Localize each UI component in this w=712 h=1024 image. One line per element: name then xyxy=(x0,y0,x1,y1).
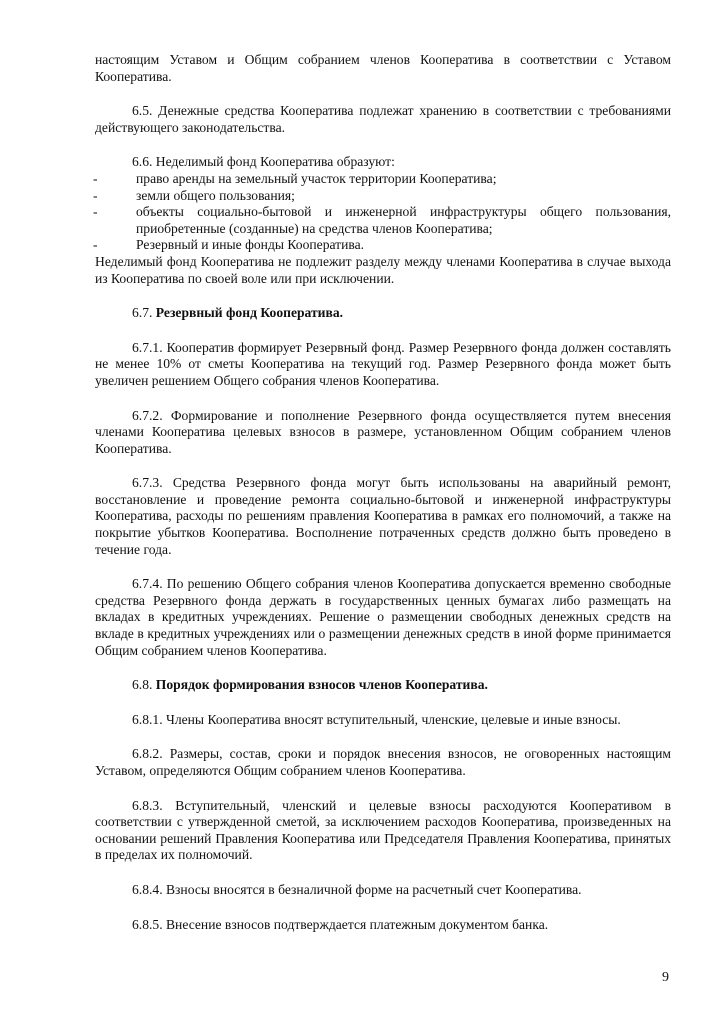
paragraph-6-7-2: 6.7.2. Формирование и пополнение Резервного фонда осуществляется путем внесения членами Кооператива целевых взносов в размере, установленном Общим собранием членов Кооператива. xyxy=(95,407,671,456)
indivisible-fund-list xyxy=(95,171,671,254)
paragraph-6-6-tail: Неделимый фонд Кооператива не подлежит разделу между членами Кооператива в случае выхода из Кооператива по своей воле или при исключении. xyxy=(95,253,671,286)
heading-6-7 xyxy=(95,305,671,322)
list-item xyxy=(95,204,671,237)
list-item-text: земли общего пользования; xyxy=(136,187,295,203)
paragraph-6-8-5: 6.8.5. Внесение взносов подтверждается платежным документом банка. xyxy=(132,916,549,932)
document-body xyxy=(95,52,671,933)
list-item-text: объекты социально-бытовой и инженерной инфраструктуры общего пользования, приобретенные (созданные) на средства членов Кооператива; xyxy=(136,204,671,236)
list-dash: - xyxy=(93,187,98,203)
paragraph-6-8-4: 6.8.4. Взносы вносятся в безналичной форме на расчетный счет Кооператива. xyxy=(132,881,582,897)
heading-6-8-number: 6.8. xyxy=(132,677,153,693)
page-number: 9 xyxy=(662,970,669,985)
heading-6-7-number: 6.7. xyxy=(132,305,153,321)
list-dash: - xyxy=(93,237,98,253)
paragraph-6-5: 6.5. Денежные средства Кооператива подлежат хранению в соответствии с требованиями действующего законодательства. xyxy=(95,103,671,135)
list-dash: - xyxy=(93,204,98,220)
list-item xyxy=(95,171,671,188)
paragraph-6-8-3: 6.8.3. Вступительный, членский и целевые взносы расходуются Кооперативом в соответствии с утвержденной сметой, за исключением расходов Кооператива, произведенных на основании решений Правления Кооператива или Председателя Правления Кооператива, принятых в пределах их полномочий. xyxy=(95,797,671,863)
heading-6-8-title: Порядок формирования взносов членов Кооператива. xyxy=(155,677,488,693)
heading-6-7-title: Резервный фонд Кооператива. xyxy=(155,305,344,321)
paragraph-6-7-3: 6.7.3. Средства Резервного фонда могут быть использованы на аварийный ремонт, восстановление и проведение ремонта социально-бытовой и инженерной инфраструктуры Кооператива, расходы по решениям правления Кооператива в рамках его полномочий, а также на покрытие убытков Кооператива. Восполнение потраченных средств должно быть проведено в течение года. xyxy=(95,475,671,557)
list-dash: - xyxy=(93,170,98,186)
heading-6-8 xyxy=(95,677,671,694)
paragraph-6-8-1: 6.8.1. Члены Кооператива вносят вступительный, членские, целевые и иные взносы. xyxy=(132,711,621,727)
paragraph-6-8-2: 6.8.2. Размеры, состав, сроки и порядок внесения взносов, не оговоренных настоящим Уставом, определяются Общим собранием членов Кооператива. xyxy=(95,746,671,778)
paragraph-6-7-4: 6.7.4. По решению Общего собрания членов Кооператива допускается временно свободные средства Резервного фонда держать в государственных ценных бумагах либо размещать на вкладах в кредитных учреждениях. Решение о размещении свободных денежных средств на вкладе в кредитных учреждениях или о размещении денежных средств в иной форме принимается Общим собранием членов Кооператива. xyxy=(95,576,671,658)
list-item-text: Резервный и иные фонды Кооператива. xyxy=(136,237,365,253)
list-item xyxy=(95,188,671,205)
paragraph-continuation: настоящим Уставом и Общим собранием членов Кооператива в соответствии с Уставом Кооператива. xyxy=(95,52,671,84)
list-item xyxy=(95,237,671,254)
paragraph-6-7-1: 6.7.1. Кооператив формирует Резервный фонд. Размер Резервного фонда должен составлять не менее 10% от сметы Кооператива на текущий год. Размер Резервного фонда может быть увеличен решением Общего собрания членов Кооператива. xyxy=(95,339,671,388)
list-item-text: право аренды на земельный участок территории Кооператива; xyxy=(136,170,497,186)
paragraph-6-6-intro: 6.6. Неделимый фонд Кооператива образуют: xyxy=(132,154,395,170)
